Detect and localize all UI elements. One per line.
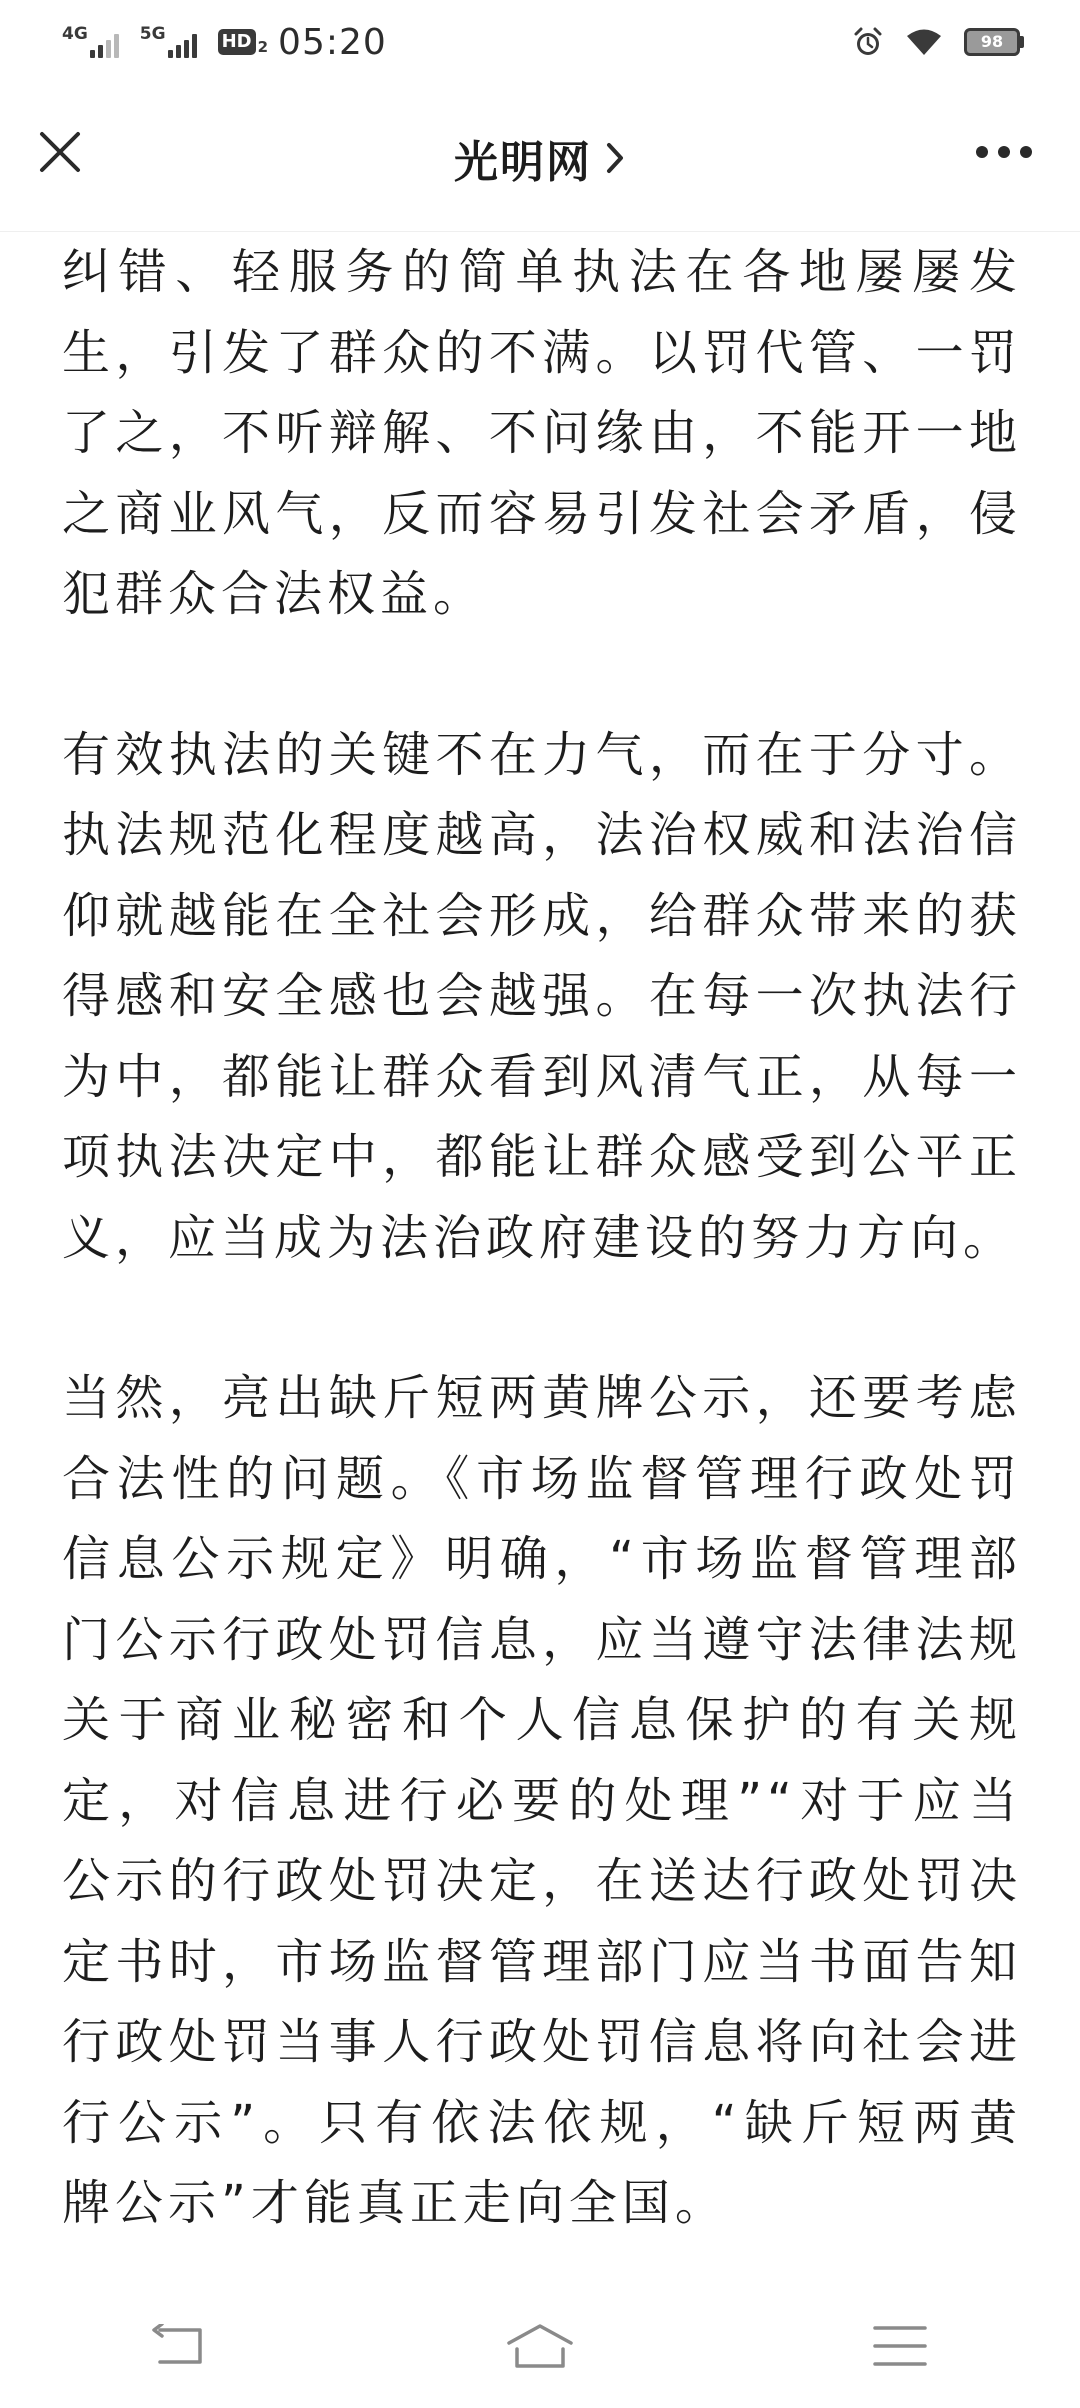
back-icon (152, 2324, 208, 2368)
article-paragraph: 有效执法的关键不在力气，而在于分寸。执法规范化程度越高，法治权威和法治信仰就越能在全社会形成，给群众带来的获得感和安全感也会越强。在每一次执法行为中，都能让群众看到风清气正，从每一项执法决定中，都能让群众感受到公平正义，应当成为法治政府建设的努力方向。 (62, 726, 1022, 1266)
battery-level: 98 (964, 28, 1020, 56)
signal-5g (140, 26, 200, 58)
battery-icon (964, 28, 1024, 56)
article-paragraph: 纠错、轻服务的简单执法在各地屡屡发生，引发了群众的不满。以罚代管、一罚了之，不听辩解、不问缘由，不能开一地之商业风气，反而容易引发社会矛盾，侵犯群众合法权益。 (62, 244, 1022, 622)
page-title: 光明网 (454, 136, 592, 188)
signal-icon (90, 32, 122, 58)
status-right (852, 26, 1024, 58)
menu-button[interactable] (840, 2306, 960, 2386)
hd-voice-icon (218, 29, 268, 55)
back-button[interactable] (120, 2306, 240, 2386)
hd-sub-label: 2 (257, 38, 269, 56)
status-left (62, 22, 387, 63)
article-paragraph: 当然，亮出缺斤短两黄牌公示，还要考虑合法性的问题。《市场监督管理行政处罚信息公示规定》明确，“市场监督管理部门公示行政处罚信息，应当遵守法律法规关于商业秘密和个人信息保护的有关规定，对信息进行必要的处理”“对于应当公示的行政处罚决定，在送达行政处罚决定书时，市场监督管理部门应当书面告知行政处罚当事人行政处罚信息将向社会进行公示”。只有依法依规，“缺斤短两黄牌公示”才能真正走向全国。 (62, 1370, 1022, 2231)
signal-4g (62, 26, 122, 58)
hd-label: HD (218, 29, 256, 55)
wifi-icon (906, 27, 942, 57)
title-link[interactable] (454, 126, 626, 190)
status-bar (0, 0, 1080, 84)
chevron-right-icon (604, 141, 626, 175)
home-icon (505, 2323, 575, 2369)
title-bar (0, 84, 1080, 232)
home-button[interactable] (480, 2306, 600, 2386)
navigation-bar (0, 2284, 1080, 2408)
signal-icon (168, 32, 200, 58)
menu-icon (873, 2325, 927, 2367)
close-icon (38, 130, 82, 174)
more-icon (974, 145, 1034, 159)
clock: 05:20 (278, 21, 387, 63)
more-button[interactable] (968, 128, 1040, 176)
network-label-2: 5G (139, 24, 166, 44)
article-body (62, 232, 1022, 2244)
network-label-1: 4G (62, 24, 88, 44)
alarm-icon (852, 26, 884, 58)
close-button[interactable] (30, 122, 90, 182)
